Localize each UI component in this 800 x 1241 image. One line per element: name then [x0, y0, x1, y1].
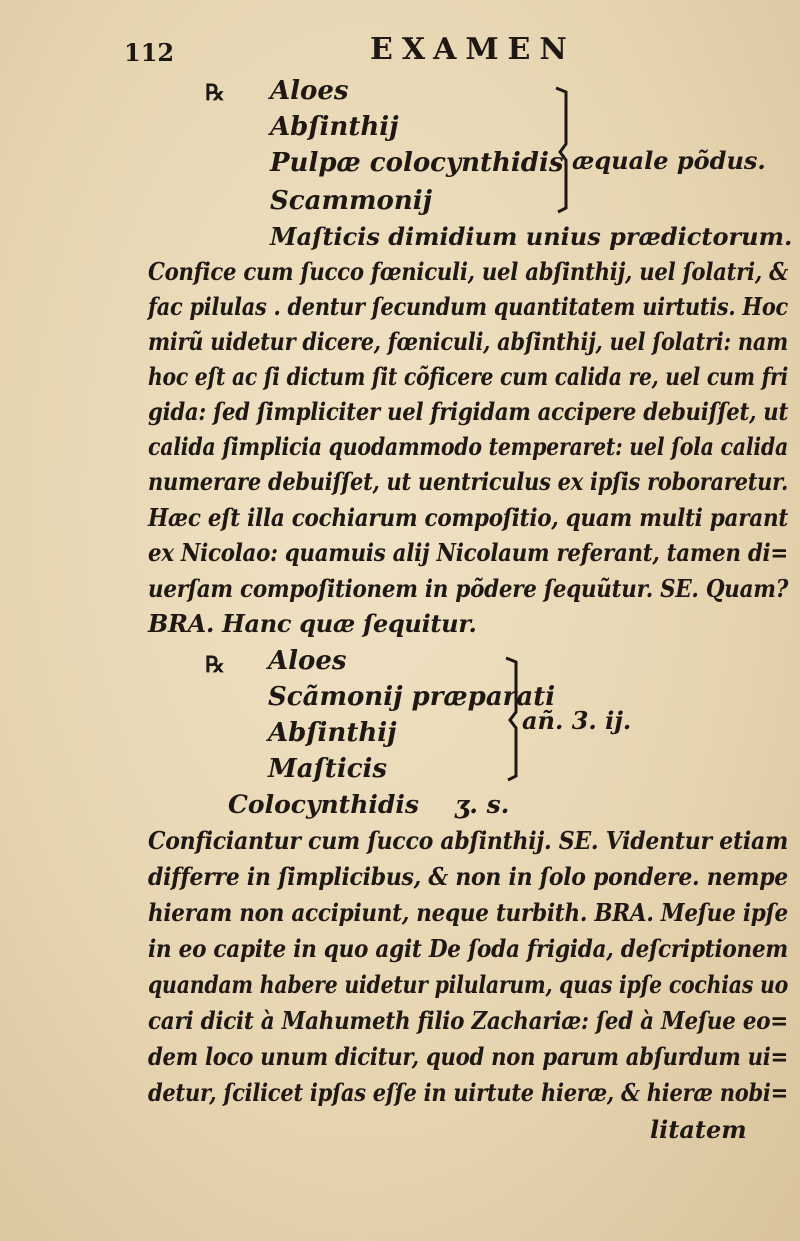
- ingredient: Maſticis: [268, 754, 388, 784]
- brace-note: æquale põdus.: [572, 146, 766, 175]
- ingredient: Abſinthij: [270, 112, 399, 142]
- ingredient: Aloes: [270, 76, 349, 106]
- text-line: quandam habere uidetur pilularum, quas ipſe cochias uo: [148, 970, 788, 999]
- text-line: calida ſimplicia quodammodo temperaret: uel ſola calida: [148, 432, 788, 461]
- text-line: ex Nicolao: quamuis alij Nicolaum referant, tamen di=: [148, 538, 788, 567]
- text-line: fac pilulas . dentur ſecundum quantitatem uirtutis. Hoc: [148, 292, 788, 321]
- ingredient: Aloes: [268, 646, 347, 676]
- text-line: Confice cum ſucco fœniculi, uel abſinthij, uel ſolatri, &: [148, 257, 788, 286]
- text-line: in eo capite in quo agit De ſoda frigida, deſcriptionem: [148, 934, 788, 963]
- running-title: EXAMEN: [370, 32, 576, 67]
- text-line: mirũ uidetur dicere, fœniculi, abſinthij, uel ſolatri: nam: [148, 327, 788, 356]
- ingredient: Scãmonij præparati: [268, 682, 556, 712]
- text-line: Hæc eſt illa cochiarum compoſitio, quam multi parant: [148, 503, 788, 532]
- text-line: detur, ſcilicet ipſas eſſe in uirtute hieræ, & hieræ nobi=: [148, 1078, 788, 1107]
- ingredient: Scammonij: [270, 186, 433, 216]
- text-line: gida: ſed ſimpliciter uel frigidam accipere debuiſſet, ut: [148, 397, 788, 426]
- page-number: 112: [124, 38, 175, 67]
- text-line: hoc eſt ac ſi dictum ſit cõficere cum calida re, uel cum fri: [148, 362, 788, 391]
- text-line: cari dicit à Mahumeth filio Zachariæ: ſed à Meſue eo=: [148, 1006, 788, 1035]
- text-line: BRA. Hanc quæ ſequitur.: [148, 609, 477, 638]
- text-line: numerare debuiſſet, ut uentriculus ex ipſis roboraretur.: [148, 467, 788, 496]
- mastic-line: Maſticis dimidium unius prædictorum.: [270, 222, 793, 251]
- dose: ʒ. s.: [455, 790, 510, 819]
- ingredient: Colocynthidis: [228, 790, 419, 819]
- recipe-symbol: ℞: [205, 80, 225, 106]
- ingredient: Pulpæ colocynthidis: [270, 148, 564, 178]
- text-line: uerſam compoſitionem in põdere ſequũtur. SE. Quam?: [148, 574, 788, 603]
- text-line: differre in ſimplicibus, & non in ſolo pondere. nempe: [148, 862, 788, 891]
- text-line: dem loco unum dicitur, quod non parum abſurdum ui=: [148, 1042, 788, 1071]
- final-word: litatem: [650, 1115, 747, 1144]
- ingredient: Abſinthij: [268, 718, 397, 748]
- text-line: hieram non accipiunt, neque turbith. BRA. Meſue ipſe: [148, 898, 788, 927]
- recipe-symbol: ℞: [205, 652, 225, 678]
- text-line: Conficiantur cum ſucco abſinthij. SE. Videntur etiam: [148, 826, 788, 855]
- page-header: [0, 30, 800, 70]
- brace-note: añ. 3. ij.: [522, 706, 632, 735]
